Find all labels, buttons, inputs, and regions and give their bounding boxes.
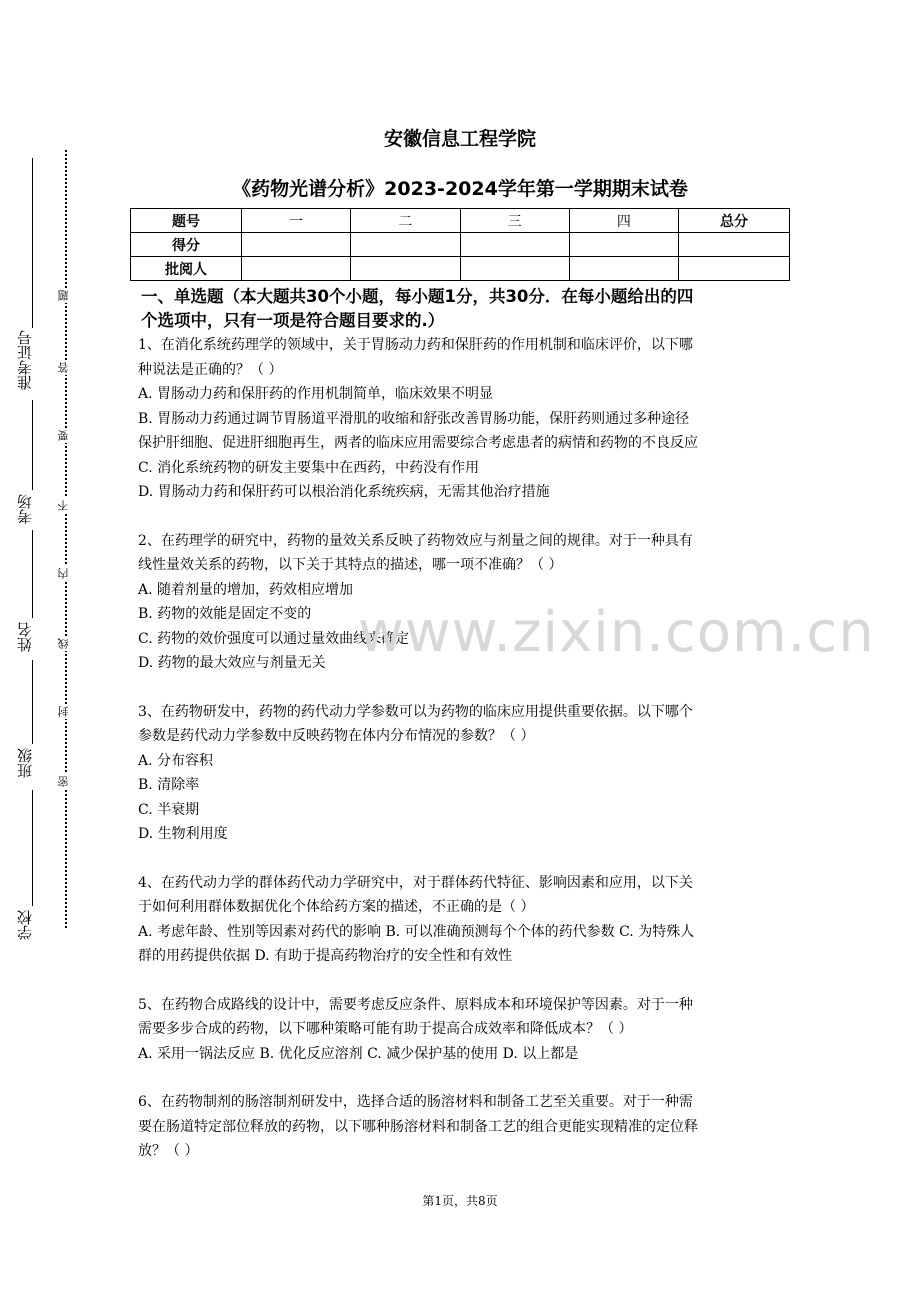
- score-cell: [679, 257, 790, 281]
- score-cell: [460, 257, 569, 281]
- question-stem: 6、在药物制剂的肠溶制剂研发中，选择合适的肠溶材料和制备工艺至关重要。对于一种需: [138, 1094, 693, 1110]
- score-table-header: 总分: [679, 209, 790, 233]
- question-stem: 种说法是正确的？（ ）: [138, 361, 283, 378]
- score-cell: [569, 257, 678, 281]
- question-stem: 1、在消化系统药理学的领域中，关于胃肠动力药和保肝药的作用机制和临床评价，以下哪: [138, 337, 693, 353]
- question-option: B. 胃肠动力药通过调节胃肠道平滑肌的收缩和舒张改善胃肠功能，保肝药则通过多种途径: [138, 410, 690, 427]
- question-stem: 线性量效关系的药物，以下关于其特点的描述，哪一项不准确？（ ）: [138, 557, 563, 573]
- seal-char: 线: [57, 638, 70, 649]
- question: [138, 871, 788, 969]
- seal-char: 题: [57, 290, 70, 301]
- binding-field-name: 姓名: [16, 622, 34, 652]
- score-row-label: 批阅人: [131, 257, 242, 281]
- seal-dotted-line: [65, 150, 67, 928]
- score-table-row: [131, 233, 790, 257]
- score-cell: [569, 233, 678, 257]
- fill-line: [32, 400, 33, 490]
- question-option: A. 分布容积: [138, 752, 214, 769]
- section-title: [141, 285, 788, 333]
- score-table-header: 二: [351, 209, 460, 233]
- question-option: C. 药物的效价强度可以通过量效曲线来确定: [138, 630, 410, 647]
- question-option: A. 采用一锅法反应 B. 优化反应溶剂 C. 减少保护基的使用 D. 以上都是: [138, 1045, 579, 1062]
- seal-char: 密: [57, 776, 70, 787]
- score-cell: [460, 233, 569, 257]
- seal-char: 要: [57, 430, 70, 441]
- question-stem: 3、在药物研发中，药物的药代动力学参数可以为药物的临床应用提供重要依据。以下哪个: [138, 703, 693, 720]
- question-stem: 要在肠道特定部位释放的药物，以下哪种肠溶材料和制备工艺的组合更能实现精准的定位释: [138, 1118, 698, 1135]
- question: [138, 700, 788, 847]
- question-option: D. 胃肠动力药和保肝药可以根治消化系统疾病，无需其他治疗措施: [138, 484, 550, 500]
- school-title: 安徽信息工程学院: [383, 128, 536, 150]
- binding-field-class: 班级: [16, 748, 34, 778]
- section-title-line: 个选项中，只有一项是符合题目要求的.）: [141, 311, 445, 330]
- score-table-header: 三: [460, 209, 569, 233]
- seal-char: 内: [57, 568, 70, 579]
- score-table-header: 四: [569, 209, 678, 233]
- question-option: D. 生物利用度: [138, 826, 228, 842]
- binding-field-exam-room: 考场: [16, 494, 34, 524]
- binding-field-school: 学校: [16, 910, 34, 940]
- exam-title: 《药物光谱分析》2023-2024学年第一学期期末试卷: [232, 178, 688, 200]
- score-table-row: [131, 257, 790, 281]
- score-cell: [242, 233, 351, 257]
- binding-field-admission-number: 准考证号: [16, 330, 34, 390]
- question-option: 保护肝细胞、促进肝细胞再生，两者的临床应用需要综合考虑患者的病情和药物的不良反应: [138, 435, 698, 451]
- score-cell: [679, 233, 790, 257]
- question-stem: 2、在药理学的研究中，药物的量效关系反映了药物效应与剂量之间的规律。对于一种具有: [138, 532, 693, 549]
- fill-line: [32, 530, 33, 618]
- question-option: A. 随着剂量的增加，药效相应增加: [138, 581, 354, 598]
- question-stem: 4、在药代动力学的群体药代动力学研究中，对于群体药代特征、影响因素和应用，以下关: [138, 874, 693, 891]
- question-stem: 参数是药代动力学参数中反映药物在体内分布情况的参数？（ ）: [138, 728, 535, 744]
- question-option: C. 消化系统药物的研发主要集中在西药，中药没有作用: [138, 459, 480, 476]
- seal-char: 封: [57, 706, 70, 717]
- exam-content: [138, 285, 788, 1164]
- question-option: A. 胃肠动力药和保肝药的作用机制简单，临床效果不明显: [138, 386, 494, 402]
- question-stem: 需要多步合成的药物，以下哪种策略可能有助于提高合成效率和降低成本？（ ）: [138, 1021, 633, 1037]
- question-stem: 放？（ ）: [138, 1143, 199, 1159]
- question-stem: 于如何利用群体数据优化个体给药方案的描述，不正确的是（ ）: [138, 899, 535, 915]
- score-table-header: 一: [242, 209, 351, 233]
- question-option: D. 药物的最大效应与剂量无关: [138, 655, 326, 671]
- question-option: 群的用药提供依据 D. 有助于提高药物治疗的安全性和有效性: [138, 948, 513, 964]
- page-footer: 第1页，共8页: [422, 1194, 498, 1208]
- fill-line: [32, 660, 33, 744]
- score-cell: [351, 257, 460, 281]
- question-option: B. 清除率: [138, 777, 200, 793]
- seal-char: 答: [57, 362, 70, 373]
- watermark: www.zixin.com.cn: [358, 600, 875, 665]
- fill-line: [32, 790, 33, 906]
- section-title-line: 一、单选题（本大题共30个小题，每小题1分，共30分．在每小题给出的四: [141, 287, 694, 306]
- question: [138, 993, 788, 1067]
- question-stem: 5、在药物合成路线的设计中，需要考虑反应条件、原料成本和环境保护等因素。对于一种: [138, 996, 693, 1013]
- score-table-header-row: [131, 209, 790, 233]
- score-table: [130, 208, 790, 281]
- score-cell: [351, 233, 460, 257]
- seal-char: 不: [57, 500, 70, 511]
- question-option: C. 半衰期: [138, 801, 200, 818]
- question-option: A. 考虑年龄、性别等因素对药代的影响 B. 可以准确预测每个个体的药代参数 C. 为特殊人: [138, 923, 695, 940]
- question-option: B. 药物的效能是固定不变的: [138, 606, 312, 622]
- question: [138, 333, 788, 505]
- score-table-header: 题号: [131, 209, 242, 233]
- score-cell: [242, 257, 351, 281]
- question: [138, 1090, 788, 1164]
- score-row-label: 得分: [131, 233, 242, 257]
